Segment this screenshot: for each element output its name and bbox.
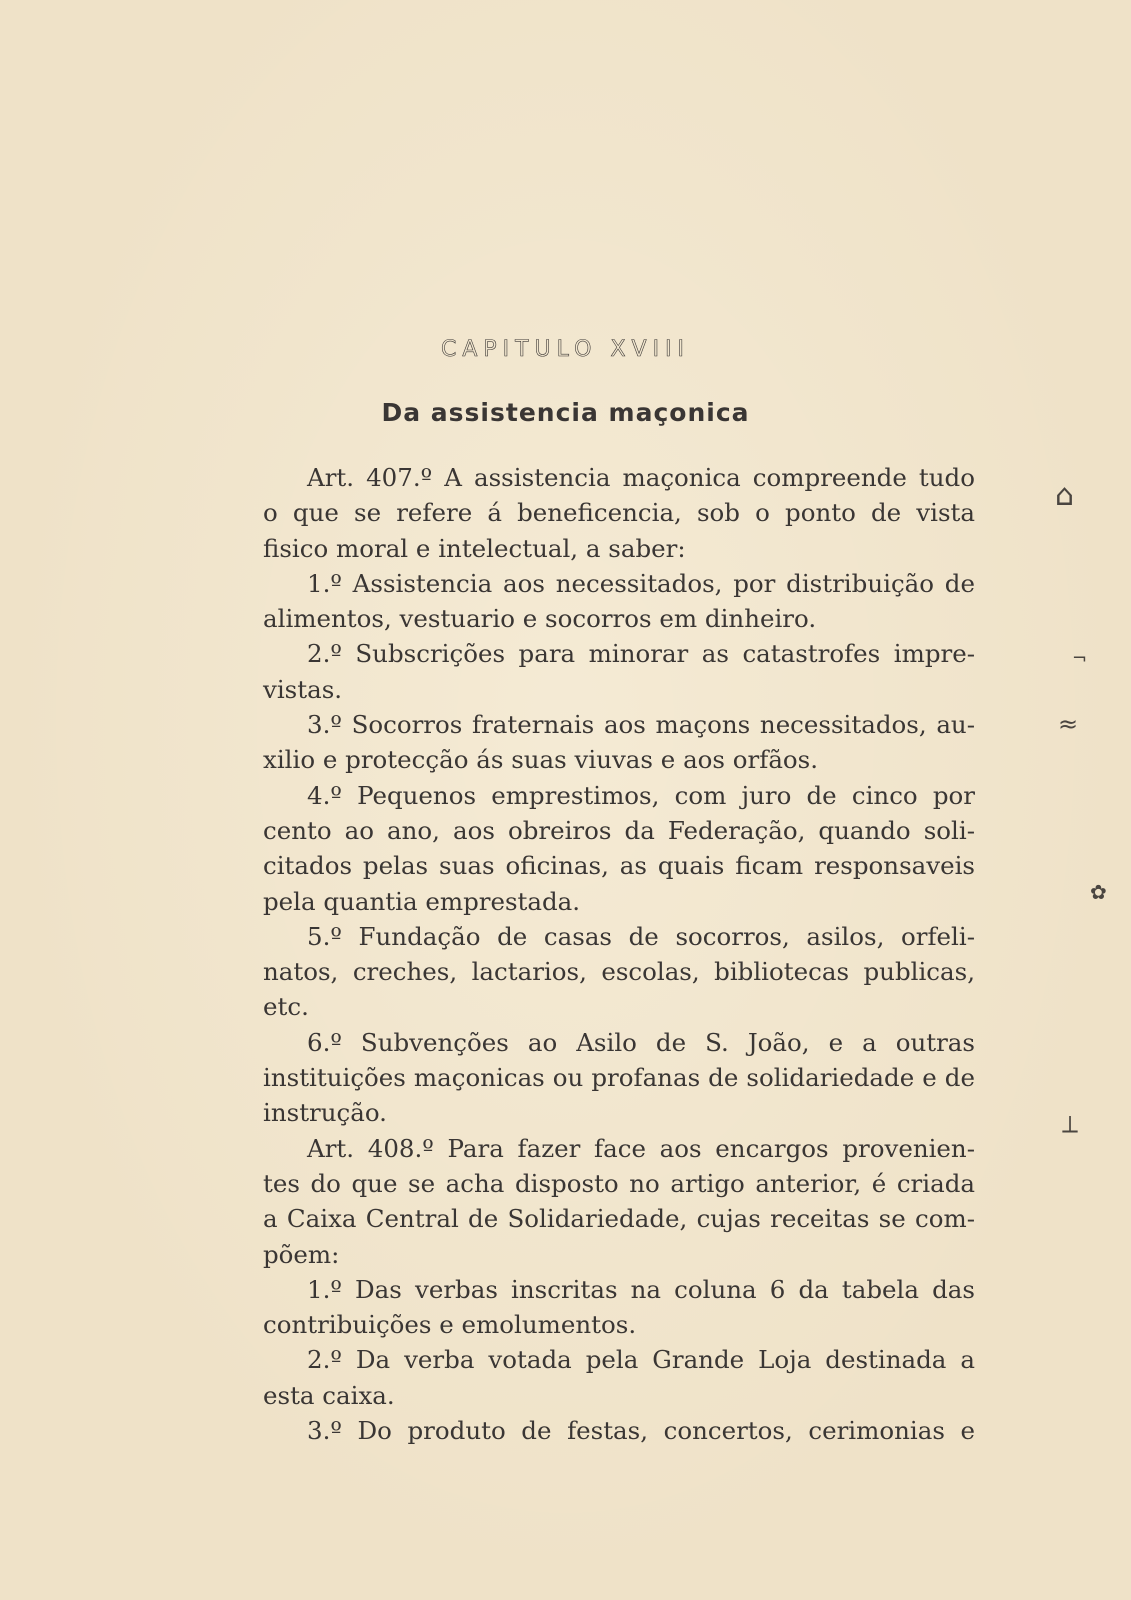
text-line: xilio e protecção ás suas viuvas e aos orfãos. (263, 745, 819, 775)
text-line: instituições maçonicas ou profanas de solidariedade e de (263, 1063, 975, 1093)
text-line: pela quantia emprestada. (263, 886, 581, 916)
text-line: 1.º Assistencia aos necessitados, por distribuição de (307, 568, 975, 598)
text-line: natos, creches, lactarios, escolas, bibliotecas publicas, (263, 957, 975, 987)
show-through-decoration (260, 120, 290, 140)
text-line: 3.º Socorros fraternais aos maçons necessitados, au- (307, 710, 975, 740)
text-line: 2.º Subscrições para minorar as catastrofes impre- (307, 639, 975, 669)
text-line: 1.º Das verbas inscritas na coluna 6 da tabela das (307, 1274, 975, 1304)
text-line: esta caixa. (263, 1380, 395, 1410)
margin-ink-mark: ✿ (1090, 880, 1107, 904)
section-title: Da assistencia maçonica (381, 398, 750, 427)
text-line: Art. 408.º Para fazer face aos encargos provenien- (307, 1133, 975, 1163)
margin-ink-mark: ⌂ (1055, 478, 1075, 513)
body-text (263, 460, 975, 1448)
text-line: fisico moral e intelectual, a saber: (263, 533, 686, 563)
chapter-heading: CAPITULO XVIII (440, 336, 691, 362)
text-line: 2.º Da verba votada pela Grande Loja destinada a (307, 1345, 975, 1375)
text-line: alimentos, vestuario e socorros em dinheiro. (263, 604, 817, 634)
text-line: Art. 407.º A assistencia maçonica compreende tudo (307, 463, 975, 492)
text-line: contribuições e emolumentos. (263, 1310, 637, 1340)
text-line: instrução. (263, 1098, 387, 1128)
text-line: 6.º Subvenções ao Asilo de S. João, e a outras (307, 1027, 975, 1057)
text-line: cento ao ano, aos obreiros da Federação, quando soli- (263, 815, 975, 845)
margin-ink-mark: ¬ (1072, 648, 1088, 669)
margin-ink-mark: ⟂ (1062, 1110, 1079, 1138)
text-line: citados pelas suas oficinas, as quais ficam responsaveis (263, 851, 975, 881)
text-line: etc. (263, 992, 309, 1022)
text-line: põem: (263, 1239, 340, 1269)
margin-ink-mark: ≈ (1058, 710, 1079, 738)
text-line: vistas. (263, 674, 343, 704)
text-line: 4.º Pequenos emprestimos, com juro de cinco por (307, 780, 975, 810)
text-line: o que se refere á beneficencia, sob o ponto de vista (263, 498, 975, 528)
text-line: 3.º Do produto de festas, concertos, cerimonias e (307, 1416, 975, 1446)
text-line: a Caixa Central de Solidariedade, cujas receitas se com- (263, 1204, 975, 1234)
text-line: 5.º Fundação de casas de socorros, asilos, orfeli- (307, 921, 975, 951)
text-line: tes do que se acha disposto no artigo anterior, é criada (263, 1168, 975, 1198)
